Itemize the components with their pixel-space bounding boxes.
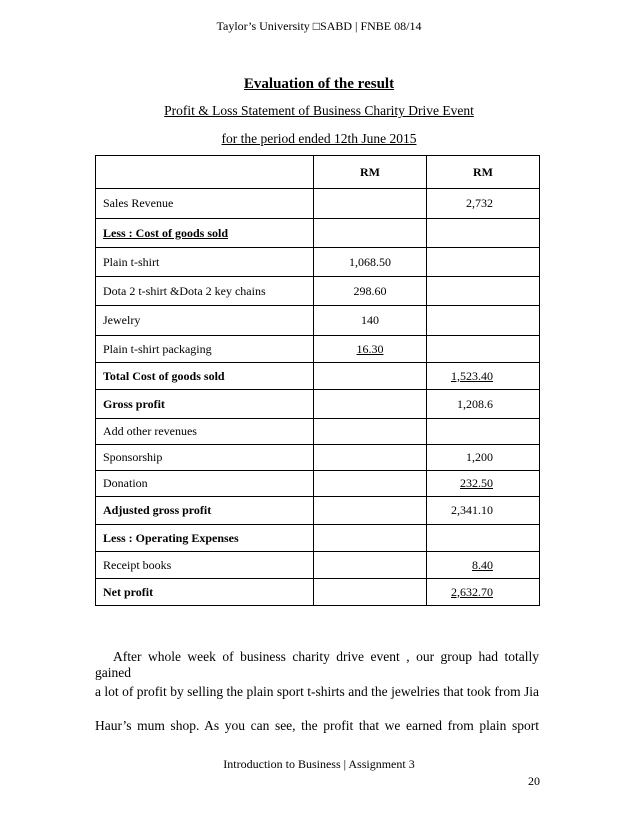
- table-row-plain-tshirt: [96, 248, 540, 277]
- row-mid-value: 16.30: [314, 336, 427, 363]
- row-right-value: [427, 219, 540, 248]
- row-right-value: 2,732: [427, 189, 540, 219]
- row-mid-value: [314, 363, 427, 390]
- table-row-less-operating-expenses: [96, 525, 540, 552]
- row-mid-value: [314, 219, 427, 248]
- section-title: Evaluation of the result: [243, 76, 395, 92]
- row-right-value: [427, 306, 540, 336]
- row-right-value: 8.40: [427, 552, 540, 579]
- row-label: Sponsorship: [96, 445, 314, 471]
- table-row-receipt-books: [96, 552, 540, 579]
- table-row-net-profit: [96, 579, 540, 606]
- table-row-packaging: [96, 336, 540, 363]
- header-cell-rm-1: RM: [314, 156, 427, 189]
- row-right-value: 1,208.6: [427, 390, 540, 419]
- page-footer: Introduction to Business | Assignment 3: [223, 757, 415, 771]
- row-label: Dota 2 t-shirt &Dota 2 key chains: [96, 277, 314, 306]
- row-mid-value: [314, 445, 427, 471]
- header-cell-label: [96, 156, 314, 189]
- table-row-donation: [96, 471, 540, 497]
- row-mid-value: [314, 525, 427, 552]
- row-label: Adjusted gross profit: [96, 497, 314, 525]
- page-header: Taylor’s University □SABD | FNBE 08/14: [216, 19, 422, 33]
- table-row-total-cogs: [96, 363, 540, 390]
- row-right-value: [427, 277, 540, 306]
- table-row-dota2: [96, 277, 540, 306]
- paragraph-line-3: Haur’s mum shop. As you can see, the profit that we earned from plain sport: [95, 718, 539, 733]
- row-mid-value: [314, 579, 427, 606]
- table-header-row: [96, 156, 540, 189]
- row-label: Receipt books: [96, 552, 314, 579]
- header-cell-rm-2: RM: [427, 156, 540, 189]
- row-label: Plain t-shirt packaging: [96, 336, 314, 363]
- row-label: Donation: [96, 471, 314, 497]
- row-right-value: 232.50: [427, 471, 540, 497]
- row-mid-value: 140: [314, 306, 427, 336]
- row-label: Gross profit: [96, 390, 314, 419]
- statement-title: Profit & Loss Statement of Business Charity Drive Event: [164, 103, 474, 118]
- row-label: Less : Operating Expenses: [96, 525, 314, 552]
- table-row-adjusted-gross-profit: [96, 497, 540, 525]
- row-right-value: [427, 525, 540, 552]
- table-row-sponsorship: [96, 445, 540, 471]
- row-mid-value: [314, 189, 427, 219]
- row-label: Less : Cost of goods sold: [96, 219, 314, 248]
- row-right-value: [427, 248, 540, 277]
- table-row-sales-revenue: [96, 189, 540, 219]
- row-mid-value: 298.60: [314, 277, 427, 306]
- paragraph-line-2: a lot of profit by selling the plain sport t-shirts and the jewelries that took from Jia: [95, 684, 539, 699]
- row-mid-value: 1,068.50: [314, 248, 427, 277]
- row-label: Add other revenues: [96, 419, 314, 445]
- row-mid-value: [314, 552, 427, 579]
- row-right-value: 1,200: [427, 445, 540, 471]
- statement-period: for the period ended 12th June 2015: [221, 131, 417, 146]
- table-row-less-cogs: [96, 219, 540, 248]
- row-right-value: 2,341.10: [427, 497, 540, 525]
- row-mid-value: [314, 471, 427, 497]
- table-row-jewelry: [96, 306, 540, 336]
- row-right-value: [427, 336, 540, 363]
- profit-loss-table: [95, 155, 540, 606]
- row-right-value: 2,632.70: [427, 579, 540, 606]
- row-label: Sales Revenue: [96, 189, 314, 219]
- row-mid-value: [314, 497, 427, 525]
- row-right-value: 1,523.40: [427, 363, 540, 390]
- paragraph-line-1: After whole week of business charity drive event , our group had totally gained: [95, 649, 539, 680]
- row-mid-value: [314, 419, 427, 445]
- row-label: Plain t-shirt: [96, 248, 314, 277]
- table-row-add-other-revenues: [96, 419, 540, 445]
- row-label: Net profit: [96, 579, 314, 606]
- row-label: Jewelry: [96, 306, 314, 336]
- row-right-value: [427, 419, 540, 445]
- page-number: 20: [528, 774, 540, 788]
- table-row-gross-profit: [96, 390, 540, 419]
- row-mid-value: [314, 390, 427, 419]
- row-label: Total Cost of goods sold: [96, 363, 314, 390]
